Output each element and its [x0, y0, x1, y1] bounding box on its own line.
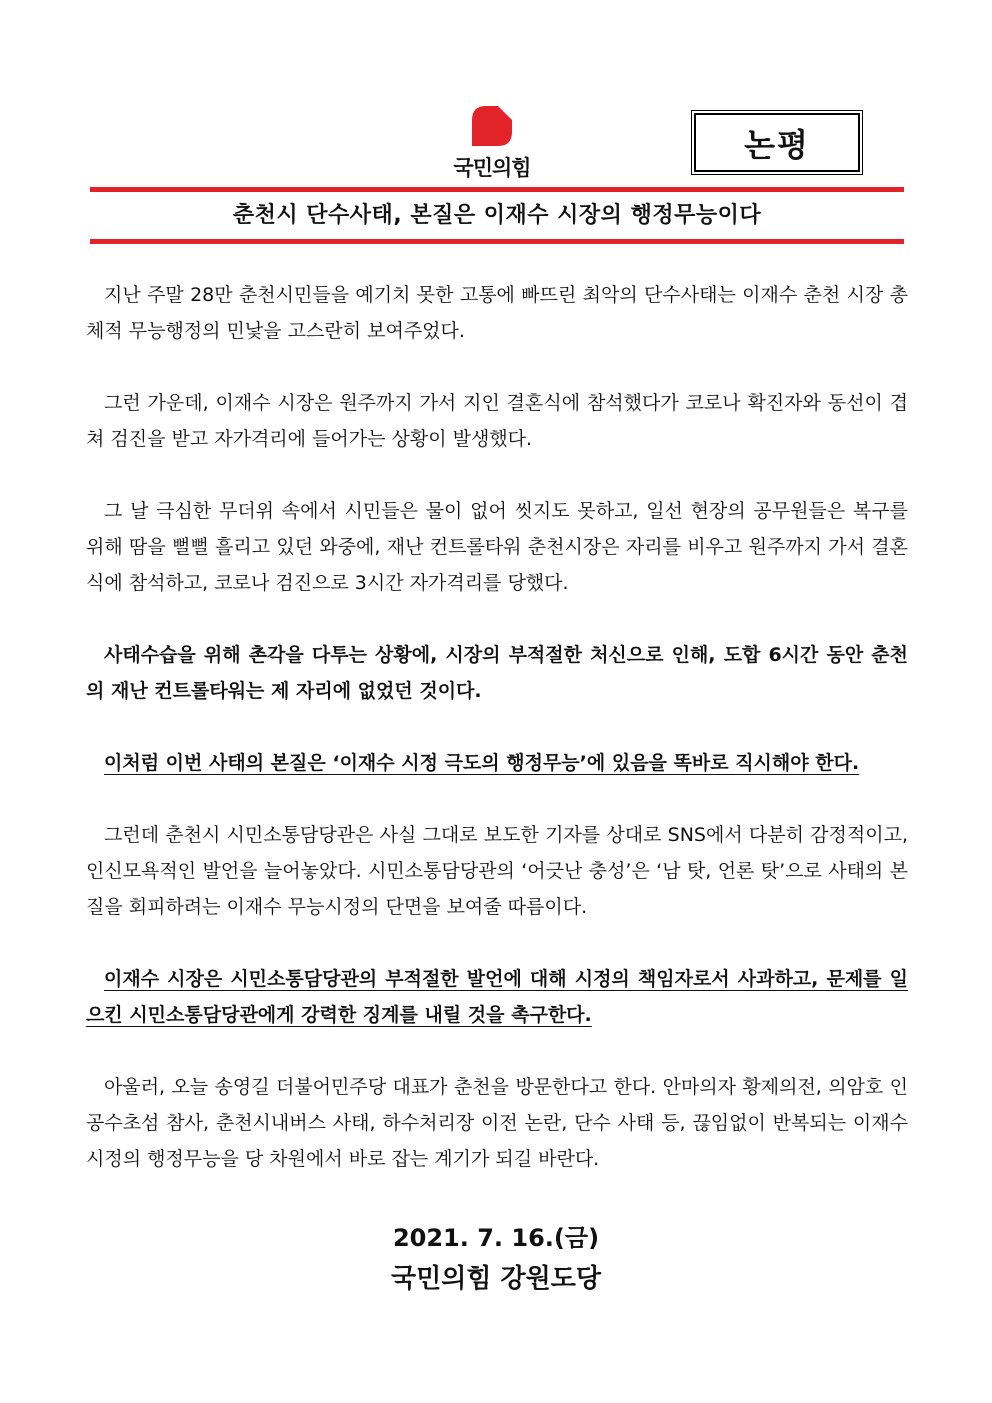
paragraph-1: 지난 주말 28만 춘천시민들을 예기치 못한 고통에 빠뜨린 최악의 단수사태는 이재수 춘천 시장 총체적 무능행정의 민낯을 고스란히 보여주었다. — [86, 284, 908, 342]
paragraph-4-emphasis: 사태수습을 위해 촌각을 다투는 상황에, 시장의 부적절한 처신으로 인해, 도합 6시간 동안 춘천의 재난 컨트롤타워는 제 자리에 없었던 것이다. — [86, 644, 908, 702]
paragraph-5-emphasis: 이처럼 이번 사태의 본질은 ‘이재수 시정 극도의 행정무능’에 있음을 똑바로 직시해야 한다. — [104, 752, 860, 774]
headline-rule-bottom — [90, 239, 904, 244]
doc-type-label: 논평 — [694, 113, 860, 172]
paragraph-8: 아울러, 오늘 송영길 더불어민주당 대표가 춘천을 방문한다고 한다. 안마의자 황제의전, 의암호 인공수초섬 참사, 춘천시내버스 사태, 하수처리장 이전 논란, 단수 사태 등, 끊임없이 반복되는 이재수 시정의 행정무능을 당 차원에서 바로 잡는 계기가 되길 바란다. — [86, 1076, 908, 1170]
paragraph-3: 그 날 극심한 무더위 속에서 시민들은 물이 없어 씻지도 못하고, 일선 현장의 공무원들은 복구를 위해 땀을 뻘뻘 흘리고 있던 와중에, 재난 컨트롤타워 춘천시장은 자리를 비우고 원주까지 가서 결혼식에 참석하고, 코로나 검진으로 3시간 자가격리를 당했다. — [86, 500, 908, 594]
paragraph-7-emphasis: 이재수 시장은 시민소통담당관의 부적절한 발언에 대해 시정의 책임자로서 사과하고, 문제를 일으킨 시민소통담당관에게 강력한 징계를 내릴 것을 촉구한다. — [86, 968, 908, 1026]
headline: 춘천시 단수사태, 본질은 이재수 시장의 행정무능이다 — [232, 203, 762, 228]
logo-wordmark: 국민의힘 — [453, 156, 531, 180]
party-logo — [440, 106, 544, 184]
paragraph-6: 그런데 춘천시 시민소통담당관은 사실 그대로 보도한 기자를 상대로 SNS에서 다분히 감정적이고, 인신모욕적인 발언을 늘어놓았다. 시민소통담당관의 ‘어긋난 충성’은 ‘남 탓, 언론 탓’으로 사태의 본질을 회피하려는 이재수 무능시정의 단면을 보여줄 따름이다. — [86, 824, 908, 918]
release-date: 2021. 7. 16.(금) — [392, 1224, 600, 1252]
issuing-organization: 국민의힘 강원도당 — [391, 1264, 601, 1294]
red-party-mark-icon — [472, 106, 512, 146]
paragraph-2: 그런 가운데, 이재수 시장은 원주까지 가서 지인 결혼식에 참석했다가 코로나 확진자와 동선이 겹쳐 검진을 받고 자가격리에 들어가는 상황이 발생했다. — [86, 392, 908, 450]
headline-rule-top — [90, 187, 904, 192]
